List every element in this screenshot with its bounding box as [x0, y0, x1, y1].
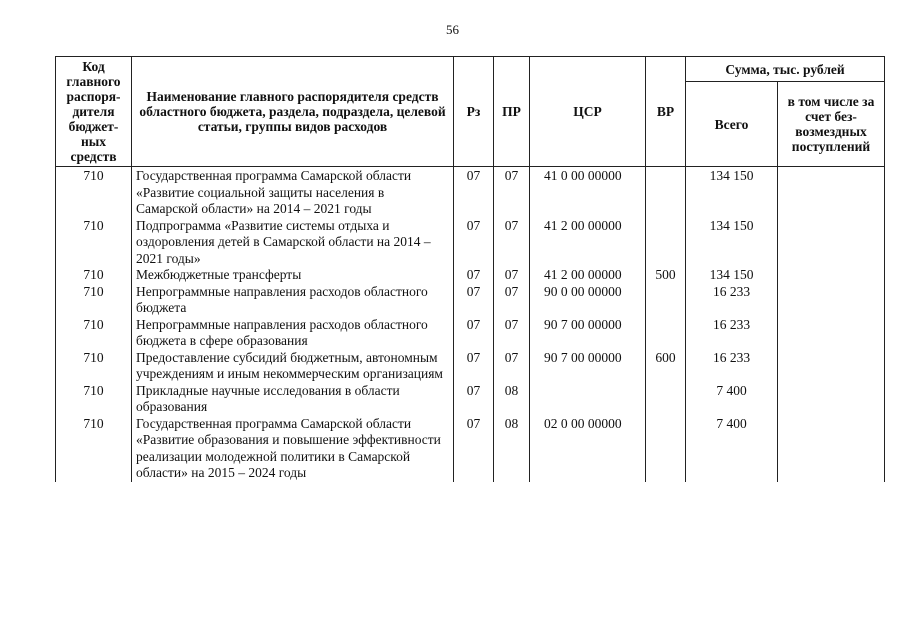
cell-vr: [646, 416, 686, 482]
table-row: [56, 167, 885, 218]
cell-rz: 07: [454, 218, 494, 268]
cell-code: 710: [56, 167, 132, 218]
header-name: Наименование главного распорядителя средств областного бюджета, раздела, подраздела, целевой статьи, группы видов расходов: [132, 57, 454, 167]
cell-name: Государственная программа Самарской области «Развитие образования и повышение эффективности реализации молодежной политики в Самарской области» на 2015 – 2024 годы: [132, 416, 454, 482]
header-rz: Рз: [454, 57, 494, 167]
cell-total: 7 400: [686, 383, 778, 416]
table-row: [56, 267, 885, 284]
cell-total: 134 150: [686, 167, 778, 218]
cell-extra: [778, 317, 885, 350]
cell-csr: 02 0 00 00000: [530, 416, 646, 482]
table-row: [56, 416, 885, 482]
table-row: [56, 218, 885, 268]
cell-total: 16 233: [686, 350, 778, 383]
cell-vr: [646, 284, 686, 317]
header-pr: ПР: [494, 57, 530, 167]
cell-name: Прикладные научные исследования в области образования: [132, 383, 454, 416]
table-row: [56, 284, 885, 317]
cell-name: Подпрограмма «Развитие системы отдыха и оздоровления детей в Самарской области на 2014 – 2021 годы»: [132, 218, 454, 268]
cell-vr: [646, 383, 686, 416]
cell-pr: 08: [494, 383, 530, 416]
cell-total: 134 150: [686, 267, 778, 284]
cell-code: 710: [56, 267, 132, 284]
cell-code: 710: [56, 416, 132, 482]
cell-extra: [778, 416, 885, 482]
cell-rz: 07: [454, 317, 494, 350]
cell-csr: 90 0 00 00000: [530, 284, 646, 317]
cell-rz: 07: [454, 383, 494, 416]
cell-csr: [530, 383, 646, 416]
cell-vr: [646, 218, 686, 268]
header-sum: Сумма, тыс. рублей: [686, 57, 885, 82]
budget-table: [55, 56, 885, 482]
cell-csr: 41 2 00 00000: [530, 218, 646, 268]
cell-csr: 41 0 00 00000: [530, 167, 646, 218]
cell-extra: [778, 267, 885, 284]
cell-csr: 41 2 00 00000: [530, 267, 646, 284]
cell-total: 16 233: [686, 284, 778, 317]
table-row: [56, 350, 885, 383]
cell-name: Межбюджетные трансферты: [132, 267, 454, 284]
cell-extra: [778, 383, 885, 416]
cell-pr: 07: [494, 167, 530, 218]
cell-total: 16 233: [686, 317, 778, 350]
table-header: [56, 57, 885, 167]
cell-extra: [778, 218, 885, 268]
cell-rz: 07: [454, 284, 494, 317]
cell-total: 134 150: [686, 218, 778, 268]
cell-extra: [778, 284, 885, 317]
cell-code: 710: [56, 383, 132, 416]
cell-name: Предоставление субсидий бюджетным, автономным учреждениям и иным некоммерческим организациям: [132, 350, 454, 383]
cell-extra: [778, 167, 885, 218]
cell-code: 710: [56, 317, 132, 350]
cell-csr: 90 7 00 00000: [530, 317, 646, 350]
header-code: Код главного распоря-дителя бюджет-ных средств: [56, 57, 132, 167]
cell-rz: 07: [454, 267, 494, 284]
cell-name: Непрограммные направления расходов областного бюджета: [132, 284, 454, 317]
cell-pr: 07: [494, 284, 530, 317]
cell-vr: 600: [646, 350, 686, 383]
table-row: [56, 317, 885, 350]
cell-vr: 500: [646, 267, 686, 284]
page-number: 56: [446, 22, 459, 37]
cell-vr: [646, 317, 686, 350]
table-body: [56, 167, 885, 482]
cell-code: 710: [56, 218, 132, 268]
header-total: Всего: [686, 82, 778, 167]
cell-code: 710: [56, 350, 132, 383]
cell-pr: 07: [494, 350, 530, 383]
cell-rz: 07: [454, 167, 494, 218]
cell-name: Государственная программа Самарской области «Развитие социальной защиты населения в Самарской области» на 2014 – 2021 годы: [132, 167, 454, 218]
table-row: [56, 383, 885, 416]
header-csr: ЦСР: [530, 57, 646, 167]
cell-code: 710: [56, 284, 132, 317]
cell-pr: 07: [494, 317, 530, 350]
cell-csr: 90 7 00 00000: [530, 350, 646, 383]
header-extra: в том числе за счет без-возмездных поступлений: [778, 82, 885, 167]
cell-rz: 07: [454, 350, 494, 383]
cell-pr: 08: [494, 416, 530, 482]
cell-rz: 07: [454, 416, 494, 482]
cell-total: 7 400: [686, 416, 778, 482]
header-vr: ВР: [646, 57, 686, 167]
cell-pr: 07: [494, 267, 530, 284]
cell-vr: [646, 167, 686, 218]
cell-pr: 07: [494, 218, 530, 268]
cell-name: Непрограммные направления расходов областного бюджета в сфере образования: [132, 317, 454, 350]
cell-extra: [778, 350, 885, 383]
